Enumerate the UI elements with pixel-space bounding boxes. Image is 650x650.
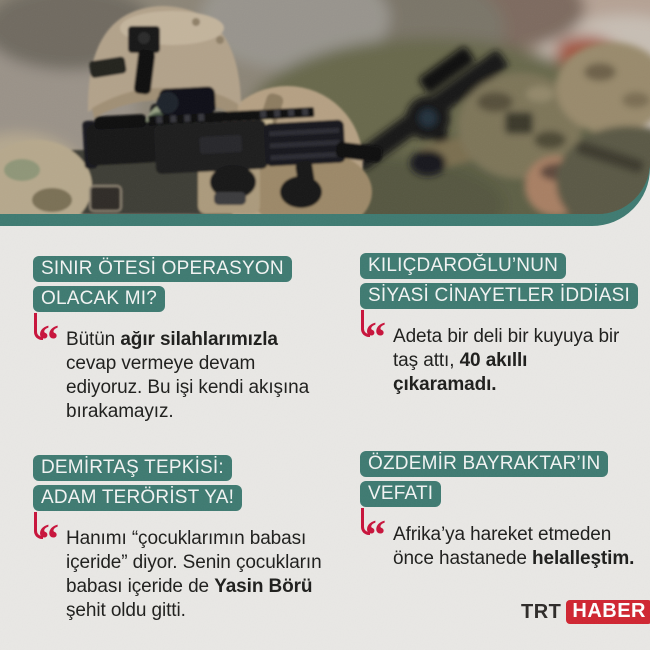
quote-block: “ Hanımı “çocuklarımın babası içeride” diyor. Senin çocukların babası içeride de Yasin Börü şehit oldu gitti. [33, 527, 325, 623]
section-title-line [360, 481, 441, 507]
photo-frame [0, 0, 650, 226]
title-text: KILIÇDAROĞLU’NUN [368, 255, 559, 276]
haber-badge: HABER [566, 600, 650, 624]
trt-wordmark: TRT [521, 600, 562, 623]
section-title-line [33, 286, 165, 312]
title-text: DEMİRTAŞ TEPKİSİ: [41, 457, 224, 478]
section-sinir-otesi-operasyon [33, 256, 325, 424]
title-text: OLACAK MI? [41, 288, 158, 309]
quote-block: “ Adeta bir deli bir kuyuya bir taş attı, 40 akıllı çıkaramadı. [360, 325, 650, 397]
section-title-line [33, 256, 292, 282]
quote-block: “ Bütün ağır silahlarımızla cevap vermeye devam ediyoruz. Bu işi kendi akışına bırakamayız. [33, 328, 325, 424]
quote-text: Afrika’ya hareket etmeden önce hastanede helalleştim. [393, 524, 635, 569]
operation-photo [0, 0, 650, 214]
section-title-line [360, 253, 566, 279]
section-title-line [33, 455, 232, 481]
trt-haber-logo [521, 600, 650, 624]
soldiers-photo-illustration [0, 0, 650, 214]
title-text: SINIR ÖTESİ OPERASYON [41, 258, 284, 279]
title-text: ADAM TERÖRİST YA! [41, 487, 235, 508]
title-text: ÖZDEMİR BAYRAKTAR’IN [368, 453, 601, 474]
section-title-line [360, 451, 608, 477]
quote-text: Adeta bir deli bir kuyuya bir taş attı, 40 akıllı çıkaramadı. [393, 326, 620, 395]
section-title-line [360, 283, 638, 309]
title-text: SİYASİ CİNAYETLER İDDİASI [368, 285, 630, 306]
section-demirtas-tepkisi [33, 455, 325, 623]
quote-block: “ Afrika’ya hareket etmeden önce hastanede helalleştim. [360, 523, 650, 571]
title-text: VEFATI [368, 483, 434, 504]
section-title-line [33, 485, 242, 511]
section-kilicdaroglu-iddiasi [360, 253, 650, 397]
quote-text: Hanımı “çocuklarımın babası içeride” diyor. Senin çocukların babası içeride de Yasin Börü şehit oldu gitti. [66, 528, 322, 621]
section-ozdemir-bayraktar-vefati [360, 451, 650, 571]
quote-text: Bütün ağır silahlarımızla cevap vermeye devam ediyoruz. Bu işi kendi akışına bırakamayız. [66, 329, 310, 422]
